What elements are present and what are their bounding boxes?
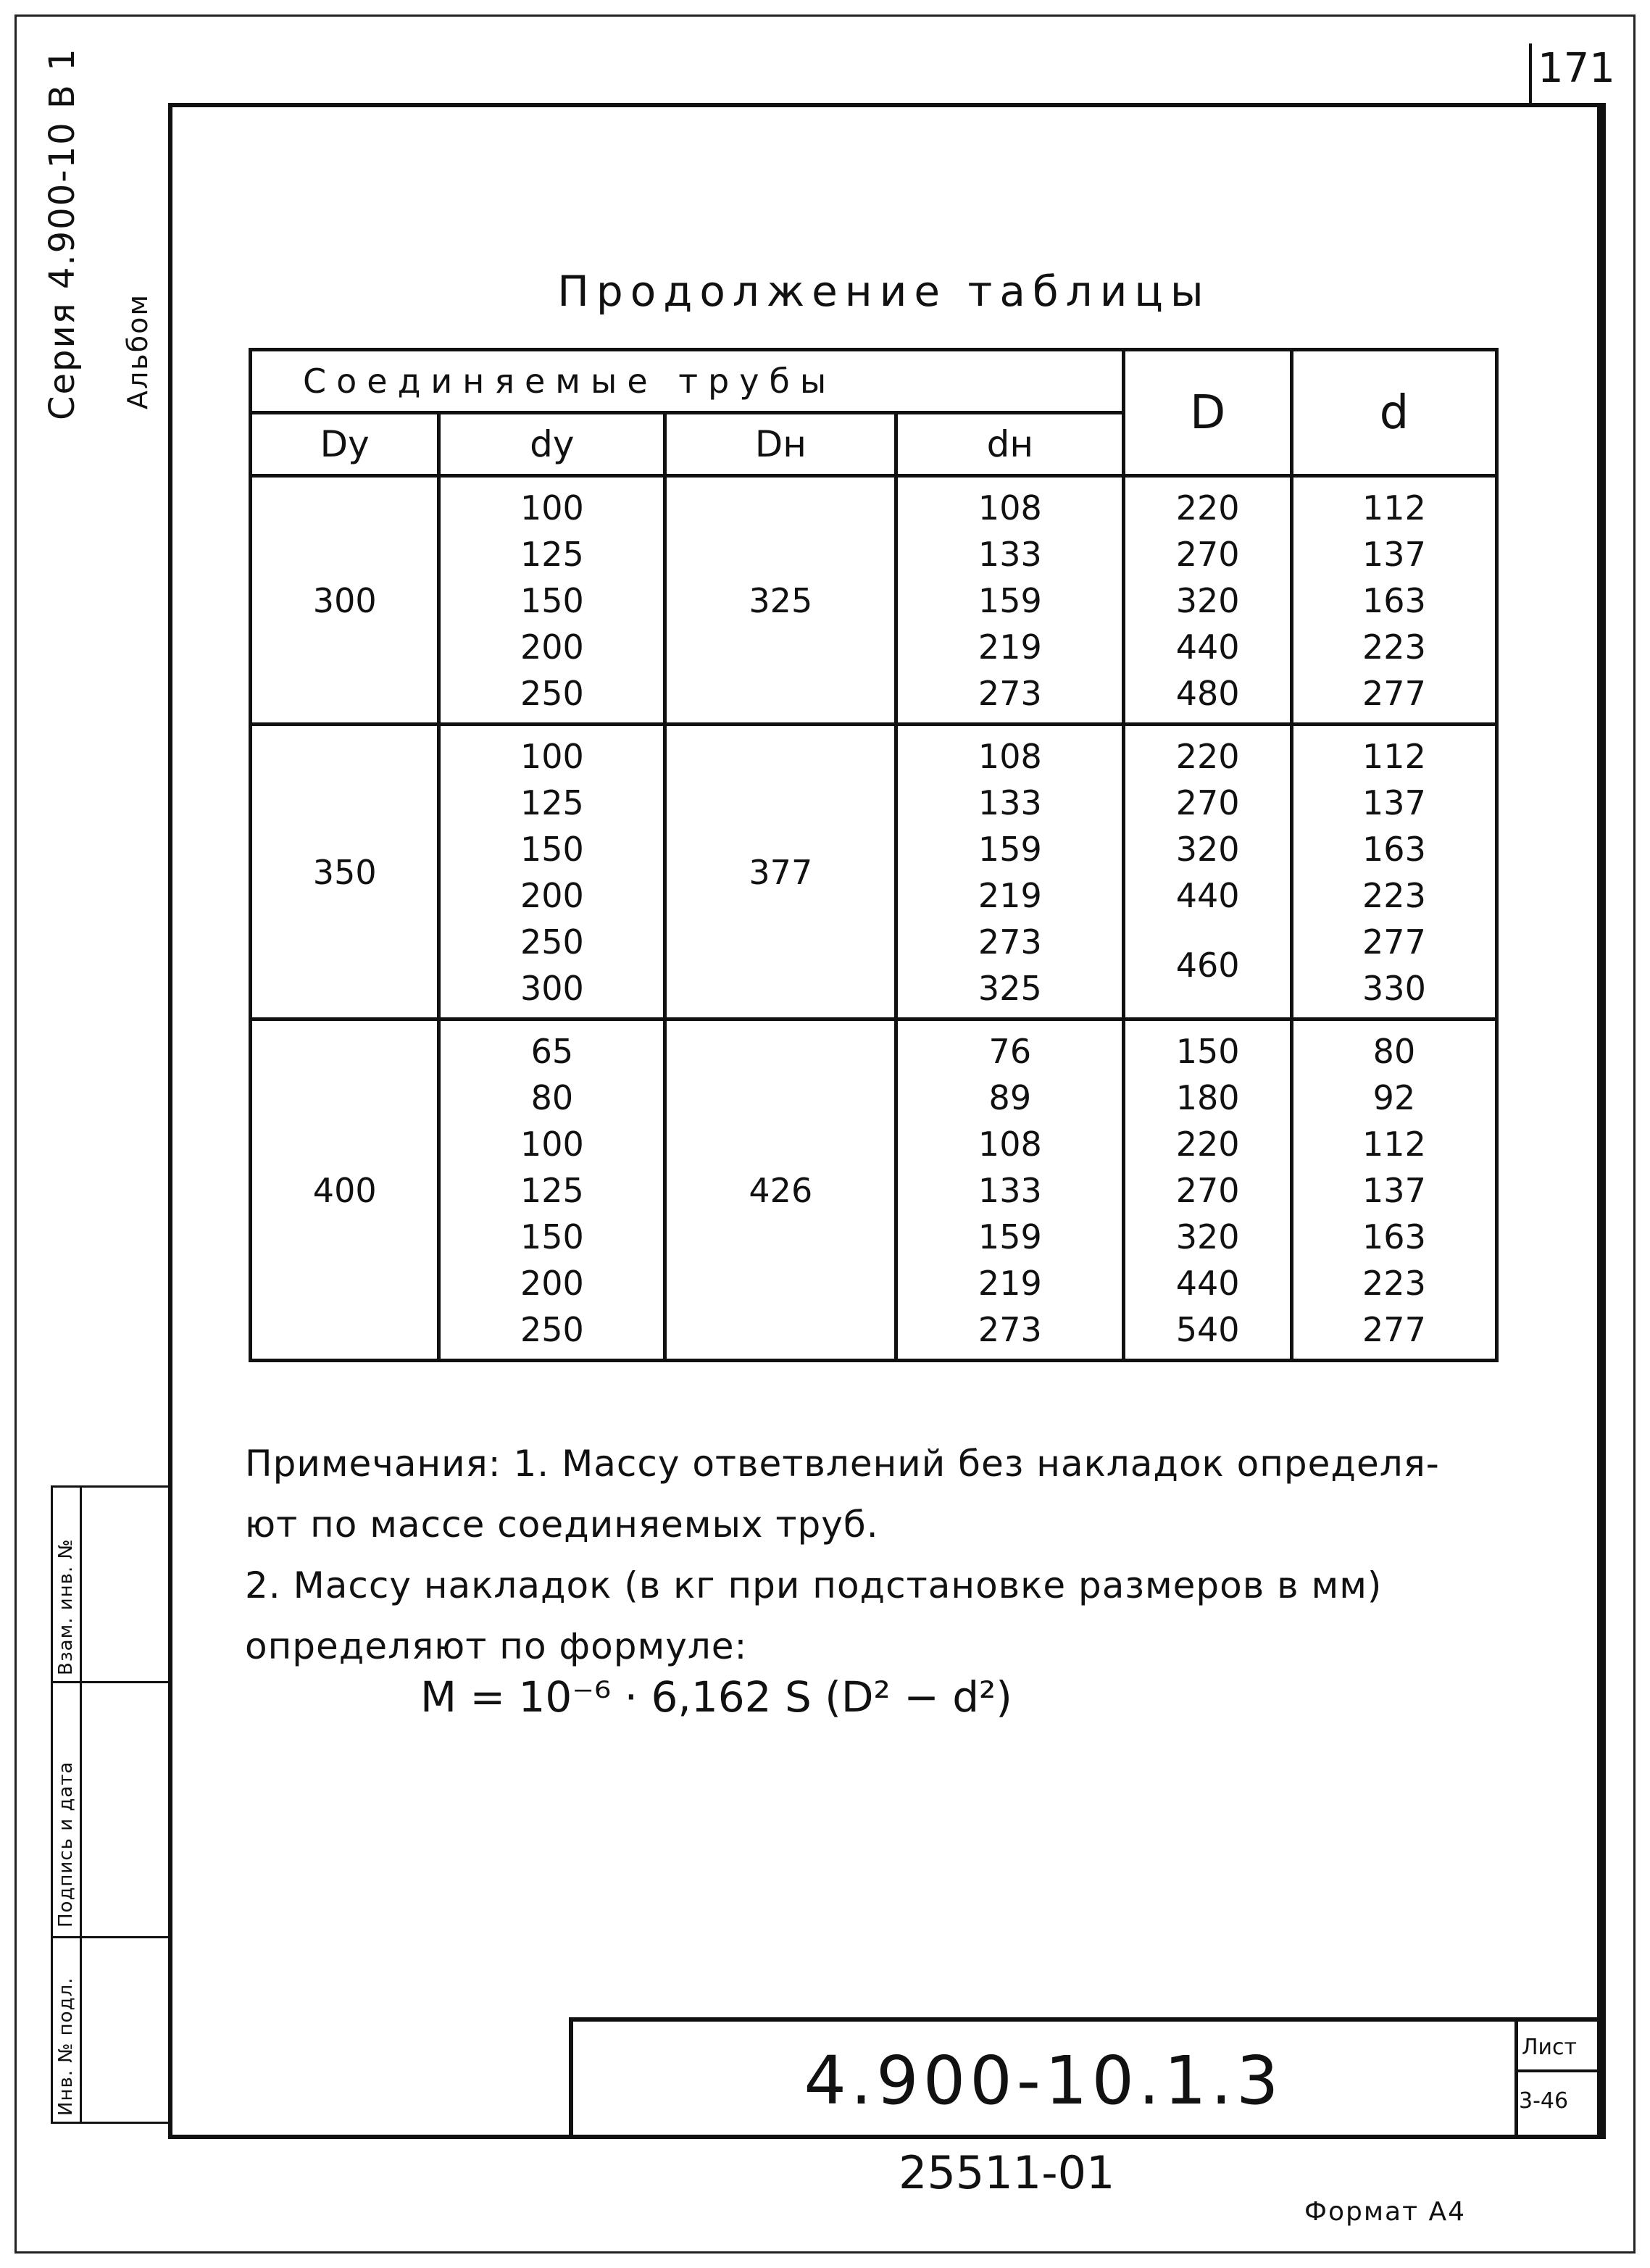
spec-table (249, 348, 1499, 1362)
document-code: 4.900-10.1.3 (804, 2042, 1283, 2119)
titleblock-top (569, 2017, 1601, 2022)
group-header: Соединяемые трубы (251, 350, 1124, 413)
header-Dy: Dy (251, 413, 439, 476)
cell-d: 112 137 163 223 277 330 (1291, 725, 1496, 1020)
titleblock-sheet-left (1514, 2017, 1518, 2139)
cell-dy: 100 125 150 200 250 (439, 476, 665, 725)
titleblock-sheet-mid (1514, 2069, 1601, 2072)
table-row (251, 725, 1497, 1020)
stamp-vzam-inv: Взам. инв. № (55, 1538, 77, 1675)
titleblock-left (569, 2017, 573, 2139)
stamp-divider-3 (51, 1936, 168, 1938)
mass-formula: M = 10⁻⁶ · 6,162 S (D² − d²) (420, 1672, 1012, 1722)
cell-D: 150 180 220 270 320 440 540 (1124, 1020, 1292, 1361)
note-line-4: определяют по формуле: (245, 1625, 748, 1667)
header-d: d (1291, 350, 1496, 476)
sheet-number: 171 (1538, 45, 1615, 92)
page-title: Продолжение таблицы (557, 267, 1211, 316)
cell-Dn: 426 (665, 1020, 896, 1361)
header-Dn: Dн (665, 413, 896, 476)
stamp-podpis-data: Подпись и дата (55, 1761, 77, 1927)
table-row (251, 476, 1497, 725)
cell-Dy: 400 (251, 1020, 439, 1361)
table-row (251, 1020, 1497, 1361)
cell-dn: 108 133 159 219 273 325 (896, 725, 1124, 1020)
header-D: D (1124, 350, 1292, 476)
stamp-inner-line (80, 1485, 82, 2123)
note-line-3: 2. Массу накладок (в кг при подстановке размеров в мм) (245, 1564, 1383, 1606)
cell-dn: 108 133 159 219 273 (896, 476, 1124, 725)
cell-d: 112 137 163 223 277 (1291, 476, 1496, 725)
format-label: Формат А4 (1304, 2197, 1467, 2227)
album-label: Альбом (122, 293, 154, 409)
note-line-1: Примечания: 1. Массу ответвлений без накладок определя- (245, 1443, 1440, 1485)
cell-dy: 65 80 100 125 150 200 250 (439, 1020, 665, 1361)
cell-D: 220 270 320 440 460 (1124, 725, 1292, 1020)
notes-block (245, 1433, 1564, 1677)
stamp-divider-1 (51, 1485, 168, 1488)
stamp-inv-podl: Инв. № подл. (55, 1977, 77, 2116)
note-line-2: ют по массе соединяемых труб. (245, 1504, 879, 1546)
sheet-number-divider (1529, 43, 1532, 103)
cell-Dy: 350 (251, 725, 439, 1020)
header-dn: dн (896, 413, 1124, 476)
cell-D: 220 270 320 440 480 (1124, 476, 1292, 725)
stamp-column-line (51, 1485, 53, 2123)
cell-Dn: 377 (665, 725, 896, 1020)
stamp-divider-4 (51, 2122, 168, 2124)
sheet-value: 3-46 (1519, 2088, 1569, 2114)
cell-Dy: 300 (251, 476, 439, 725)
series-label: Серия 4.900-10 В 1 (42, 47, 83, 420)
header-dy: dy (439, 413, 665, 476)
cell-Dn: 325 (665, 476, 896, 725)
cell-dn: 76 89 108 133 159 219 273 (896, 1020, 1124, 1361)
archive-number: 25511-01 (899, 2146, 1115, 2199)
right-margin-line (1601, 103, 1606, 2139)
sheet-label: Лист (1522, 2035, 1578, 2060)
cell-dy: 100 125 150 200 250 300 (439, 725, 665, 1020)
cell-d: 80 92 112 137 163 223 277 (1291, 1020, 1496, 1361)
stamp-divider-2 (51, 1681, 168, 1683)
